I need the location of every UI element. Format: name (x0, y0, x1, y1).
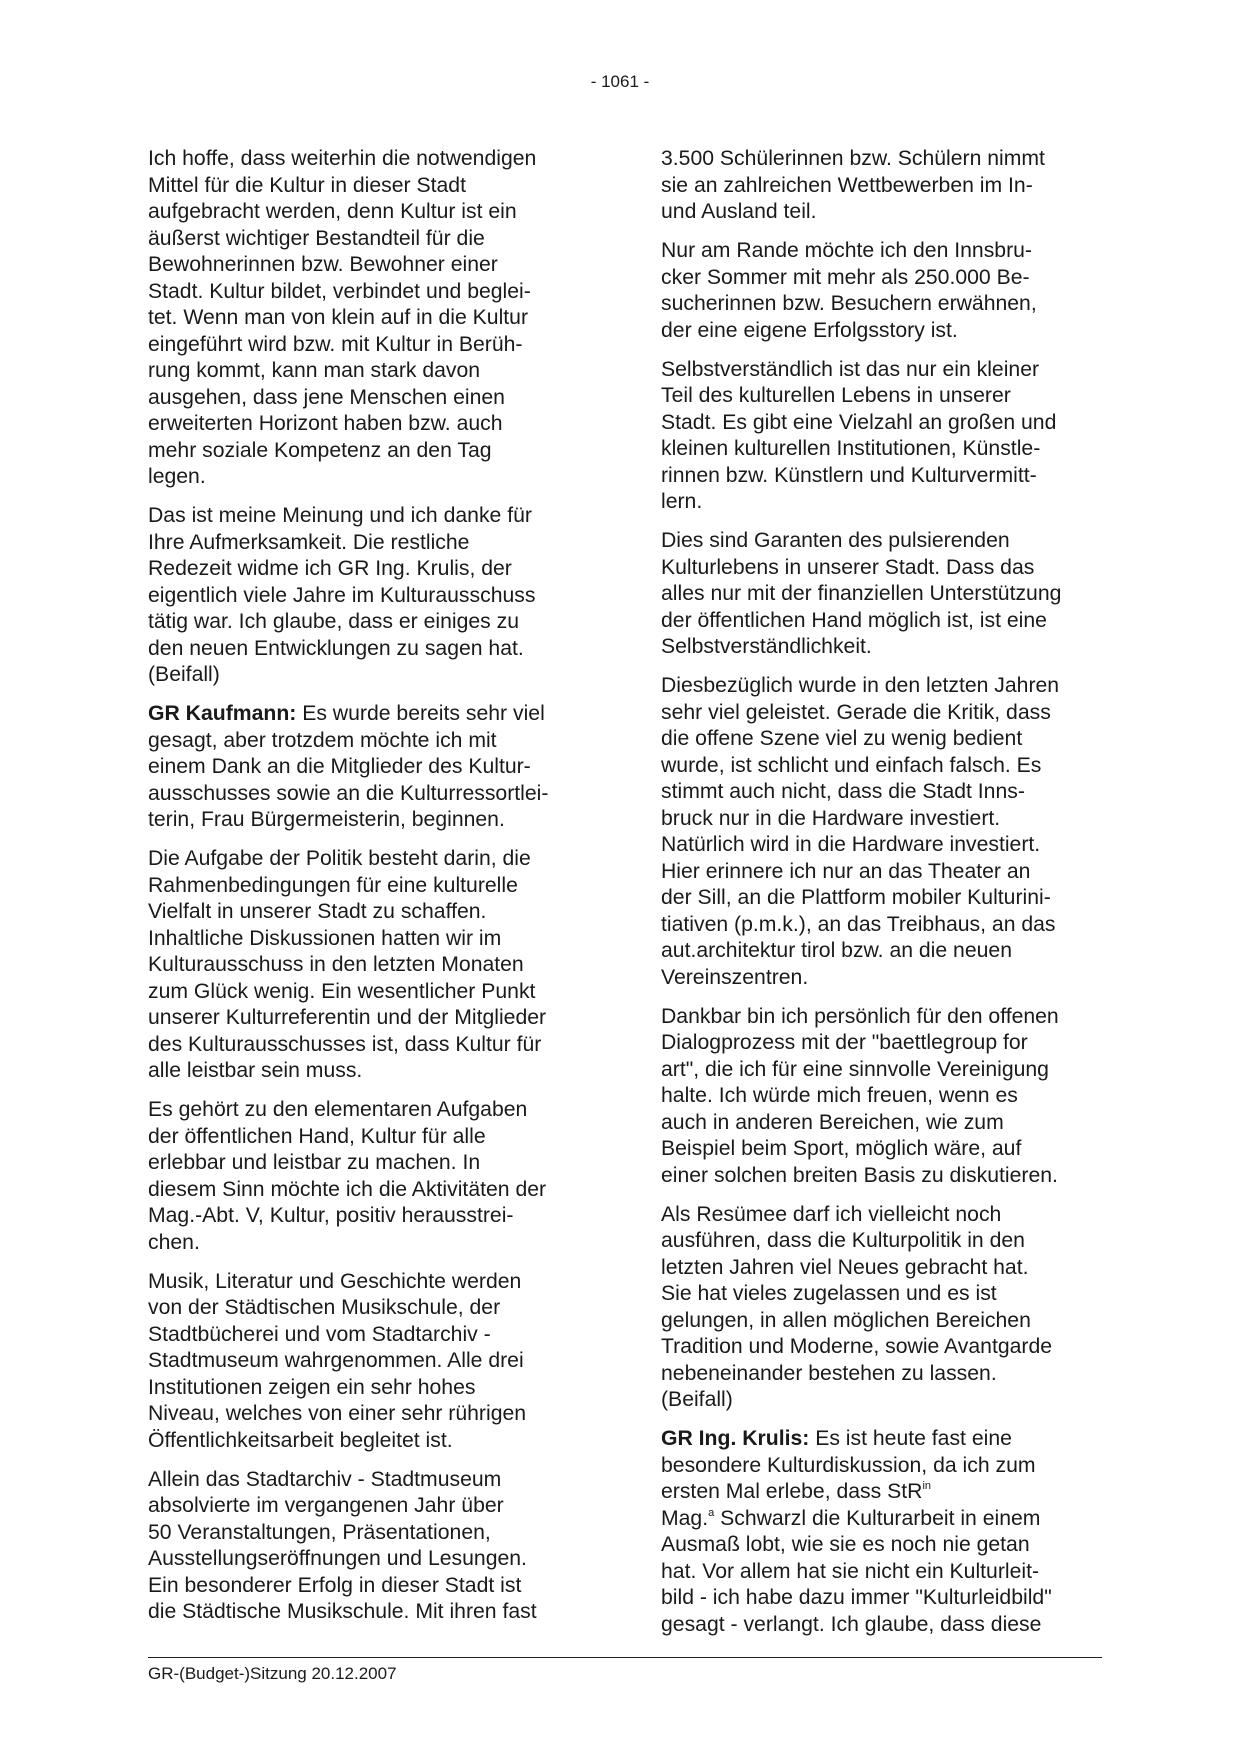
text-line: gesagt - verlangt. Ich glaube, dass diese (661, 1612, 1042, 1636)
text-line: Selbstverständlich ist das nur ein kleiner (661, 357, 1040, 381)
text-line: Mag.-Abt. V, Kultur, positiv herausstrei- (148, 1204, 514, 1227)
text-line: Redezeit widme ich GR Ing. Krulis, der (148, 557, 512, 580)
text-line: cker Sommer mit mehr als 250.000 Be- (661, 265, 1030, 289)
krulis-more-lines (661, 1532, 1101, 1638)
superscript: in (922, 1480, 931, 1492)
text-line: Öffentlichkeitsarbeit begleitet ist. (148, 1428, 453, 1452)
text-line: tätig war. Ich glaube, dass er einiges zu (148, 610, 519, 633)
text-line: Ausstellungseröffnungen und Lesungen. (148, 1547, 527, 1570)
speaker-name: GR Ing. Krulis: (661, 1427, 810, 1450)
text-line: Das ist meine Meinung und ich danke für (148, 504, 532, 527)
text-line: Stadt. Es gibt eine Vielzahl an großen und (661, 410, 1057, 434)
text-line: nebeneinander bestehen zu lassen. (661, 1361, 997, 1385)
text-line: erlebbar und leistbar zu machen. In (148, 1151, 481, 1174)
paragraph (148, 701, 588, 834)
text-line: sucherinnen bzw. Besuchern erwähnen, (661, 292, 1037, 315)
superscript: a (708, 1506, 715, 1519)
text-line: äußerst wichtiger Bestandteil für die (148, 226, 485, 250)
text-line: Rahmenbedingungen für eine kulturelle (148, 873, 518, 897)
text-line: Musik, Literatur und Geschichte werden (148, 1269, 522, 1293)
text-line: Stadtmuseum wahrgenommen. Alle drei (148, 1349, 524, 1372)
text-line: Ausmaß lobt, wie sie es noch nie getan (661, 1533, 1030, 1556)
text-line: kleinen kulturellen Institutionen, Künstle- (661, 437, 1041, 460)
text-line: gesagt, aber trotzdem möchte ich mit (148, 728, 497, 752)
text-line: Selbstverständlichkeit. (661, 635, 872, 658)
text-line: mehr soziale Kompetenz an den Tag (148, 438, 492, 462)
text-line: Hier erinnere ich nur an das Theater an (661, 859, 1031, 883)
text-line: Ihre Aufmerksamkeit. Die restliche (148, 530, 470, 554)
text-line: zum Glück wenig. Ein wesentlicher Punkt (148, 979, 536, 1003)
text-line: absolvierte im vergangenen Jahr über (148, 1494, 504, 1517)
text-line: Inhaltliche Diskussionen hatten wir im (148, 926, 502, 950)
text-line: wurde, ist schlicht und einfach falsch. Es (661, 753, 1042, 777)
text-line: Vereinszentren. (661, 965, 809, 989)
paragraph (661, 1004, 1101, 1190)
footer-divider (148, 1657, 1102, 1658)
paragraph (661, 1202, 1101, 1414)
footer-session-label: GR-(Budget-)Sitzung 20.12.2007 (148, 1664, 397, 1683)
text-line: alles nur mit der finanziellen Unterstützung (661, 582, 1062, 605)
text-line: Stadt. Kultur bildet, verbindet und beglei- (148, 279, 531, 303)
right-column-paragraphs (661, 146, 1101, 1414)
text-line: gelungen, in allen möglichen Bereichen (661, 1308, 1031, 1332)
text-line: Dies sind Garanten des pulsierenden (661, 529, 1010, 552)
paragraph (661, 146, 1101, 226)
paragraph (148, 1097, 588, 1256)
text-line: den neuen Entwicklungen zu sagen hat. (148, 636, 524, 660)
left-column (148, 146, 588, 1638)
text-line: Vielfalt in unserer Stadt zu schaffen. (148, 900, 487, 923)
paragraph (661, 528, 1101, 661)
paragraph (661, 357, 1101, 516)
text-line (661, 1426, 1101, 1453)
speech-text: Schwarzl die Kulturarbeit in einem (714, 1506, 1041, 1530)
text-line: Dankbar bin ich persönlich für den offenen (661, 1004, 1059, 1028)
text-line: des Kulturausschusses ist, dass Kultur für (148, 1032, 542, 1056)
text-line: Institutionen zeigen ein sehr hohes (148, 1375, 476, 1399)
text-line: alle leistbar sein muss. (148, 1059, 363, 1082)
text-line: und Ausland teil. (661, 200, 817, 223)
speaker-name: GR Kaufmann: (148, 702, 297, 725)
paragraph (661, 673, 1101, 991)
text-line: diesem Sinn möchte ich die Aktivitäten der (148, 1177, 547, 1201)
text-line: erweiterten Horizont haben bzw. auch (148, 412, 503, 435)
text-line: tiativen (p.m.k.), an das Treibhaus, an das (661, 912, 1056, 936)
text-line: Dialogprozess mit der "baettlegroup for (661, 1031, 1028, 1054)
text-line: einer solchen breiten Basis zu diskutieren. (661, 1163, 1058, 1187)
text-line: Stadtbücherei und vom Stadtarchiv - (148, 1322, 491, 1346)
text-line: Ein besonderer Erfolg in dieser Stadt ist (148, 1573, 522, 1597)
text-line: (Beifall) (148, 663, 220, 686)
text-line: ausschusses sowie an die Kulturressortlei- (148, 781, 549, 805)
text-line: Niveau, welches von einer sehr rührigen (148, 1402, 527, 1425)
text-line: Nur am Rande möchte ich den Innsbru- (661, 239, 1032, 262)
text-line: stimmt auch nicht, dass die Stadt Inns- (661, 780, 1025, 803)
text-line: Sie hat vieles zugelassen und es ist (661, 1282, 997, 1305)
text-line: ausführen, dass die Kulturpolitik in den (661, 1229, 1025, 1252)
paragraph (661, 238, 1101, 344)
text-line: Teil des kulturellen Lebens in unserer (661, 384, 1011, 407)
speech-text: Es ist heute fast eine (809, 1427, 1012, 1450)
text-line: Als Resümee darf ich vielleicht noch (661, 1202, 1002, 1226)
speech-text: Mag. (661, 1506, 709, 1530)
text-line: hat. Vor allem hat sie nicht ein Kulturleit- (661, 1559, 1040, 1583)
text-line: chen. (148, 1230, 200, 1254)
text-line: Bewohnerinnen bzw. Bewohner einer (148, 253, 498, 276)
text-line: Kulturlebens in unserer Stadt. Dass das (661, 555, 1035, 579)
text-line: auch in anderen Bereichen, wie zum (661, 1110, 1004, 1134)
text-line: besondere Kulturdiskussion, da ich zum (661, 1453, 1036, 1477)
paragraph (148, 1467, 588, 1626)
text-line: Tradition und Moderne, sowie Avantgarde (661, 1335, 1053, 1358)
text-line: tet. Wenn man von klein auf in die Kultur (148, 306, 529, 329)
text-line (661, 1506, 1101, 1533)
text-line: sie an zahlreichen Wettbewerben im In- (661, 173, 1033, 197)
text-line: Ich hoffe, dass weiterhin die notwendigen (148, 147, 537, 170)
text-line: rung kommt, kann man stark davon (148, 359, 481, 382)
text-line: (Beifall) (661, 1388, 733, 1411)
text-line: Beispiel beim Sport, möglich wäre, auf (661, 1137, 1022, 1160)
paragraph-krulis (661, 1426, 1101, 1638)
text-line: ausgehen, dass jene Menschen einen (148, 385, 505, 409)
text-line: Diesbezüglich wurde in den letzten Jahren (661, 674, 1060, 697)
text-line: der Sill, an die Plattform mobiler Kulturini- (661, 886, 1051, 909)
text-line: letzten Jahren viel Neues gebracht hat. (661, 1255, 1029, 1279)
text-line: Kulturausschuss in den letzten Monaten (148, 953, 524, 976)
text-line: 3.500 Schülerinnen bzw. Schülern nimmt (661, 147, 1045, 170)
speech-text: Es wurde bereits sehr viel (296, 702, 545, 725)
text-line: der öffentlichen Hand möglich ist, ist eine (661, 608, 1047, 632)
text-line (661, 1479, 1101, 1506)
text-line: von der Städtischen Musikschule, der (148, 1296, 501, 1319)
text-line: terin, Frau Bürgermeisterin, beginnen. (148, 808, 505, 831)
text-line: einem Dank an die Mitglieder des Kultur- (148, 755, 531, 778)
text-line: art", die ich für eine sinnvolle Vereinigung (661, 1057, 1049, 1081)
paragraph (148, 503, 588, 689)
text-line: eingeführt wird bzw. mit Kultur in Berüh- (148, 332, 523, 356)
text-line: legen. (148, 465, 206, 488)
text-line: aut.architektur tirol bzw. an die neuen (661, 939, 1012, 962)
text-line: unserer Kulturreferentin und der Mitglieder (148, 1006, 547, 1029)
text-line: aufgebracht werden, denn Kultur ist ein (148, 200, 517, 223)
text-line: bruck nur in die Hardware investiert. (661, 806, 1001, 830)
text-line: der öffentlichen Hand, Kultur für alle (148, 1124, 486, 1148)
right-column (661, 146, 1101, 1651)
paragraph (148, 146, 588, 491)
text-line: halte. Ich würde mich freuen, wenn es (661, 1084, 1018, 1107)
text-line: Die Aufgabe der Politik besteht darin, die (148, 847, 531, 870)
text-line: rinnen bzw. Künstlern und Kulturvermitt- (661, 463, 1037, 487)
text-line: der eine eigene Erfolgsstory ist. (661, 318, 958, 342)
text-line: Allein das Stadtarchiv - Stadtmuseum (148, 1467, 502, 1491)
text-line: lern. (661, 490, 703, 513)
text-line: Natürlich wird in die Hardware investiert. (661, 833, 1041, 856)
text-line (148, 701, 588, 728)
text-line: Es gehört zu den elementaren Aufgaben (148, 1098, 528, 1121)
text-line: eigentlich viele Jahre im Kulturausschuss (148, 583, 536, 607)
paragraph (148, 1269, 588, 1455)
text-line: bild - ich habe dazu immer "Kulturleidbild" (661, 1586, 1052, 1609)
text-line: 50 Veranstaltungen, Präsentationen, (148, 1520, 491, 1544)
speech-text: ersten Mal erlebe, dass StR (661, 1480, 923, 1503)
text-line: die offene Szene viel zu wenig bedient (661, 727, 1023, 750)
page-number: - 1061 - (590, 72, 650, 91)
text-line: die Städtische Musikschule. Mit ihren fast (148, 1600, 537, 1623)
text-line: Mittel für die Kultur in dieser Stadt (148, 173, 466, 197)
paragraph (148, 846, 588, 1085)
text-line: sehr viel geleistet. Gerade die Kritik, dass (661, 700, 1051, 724)
